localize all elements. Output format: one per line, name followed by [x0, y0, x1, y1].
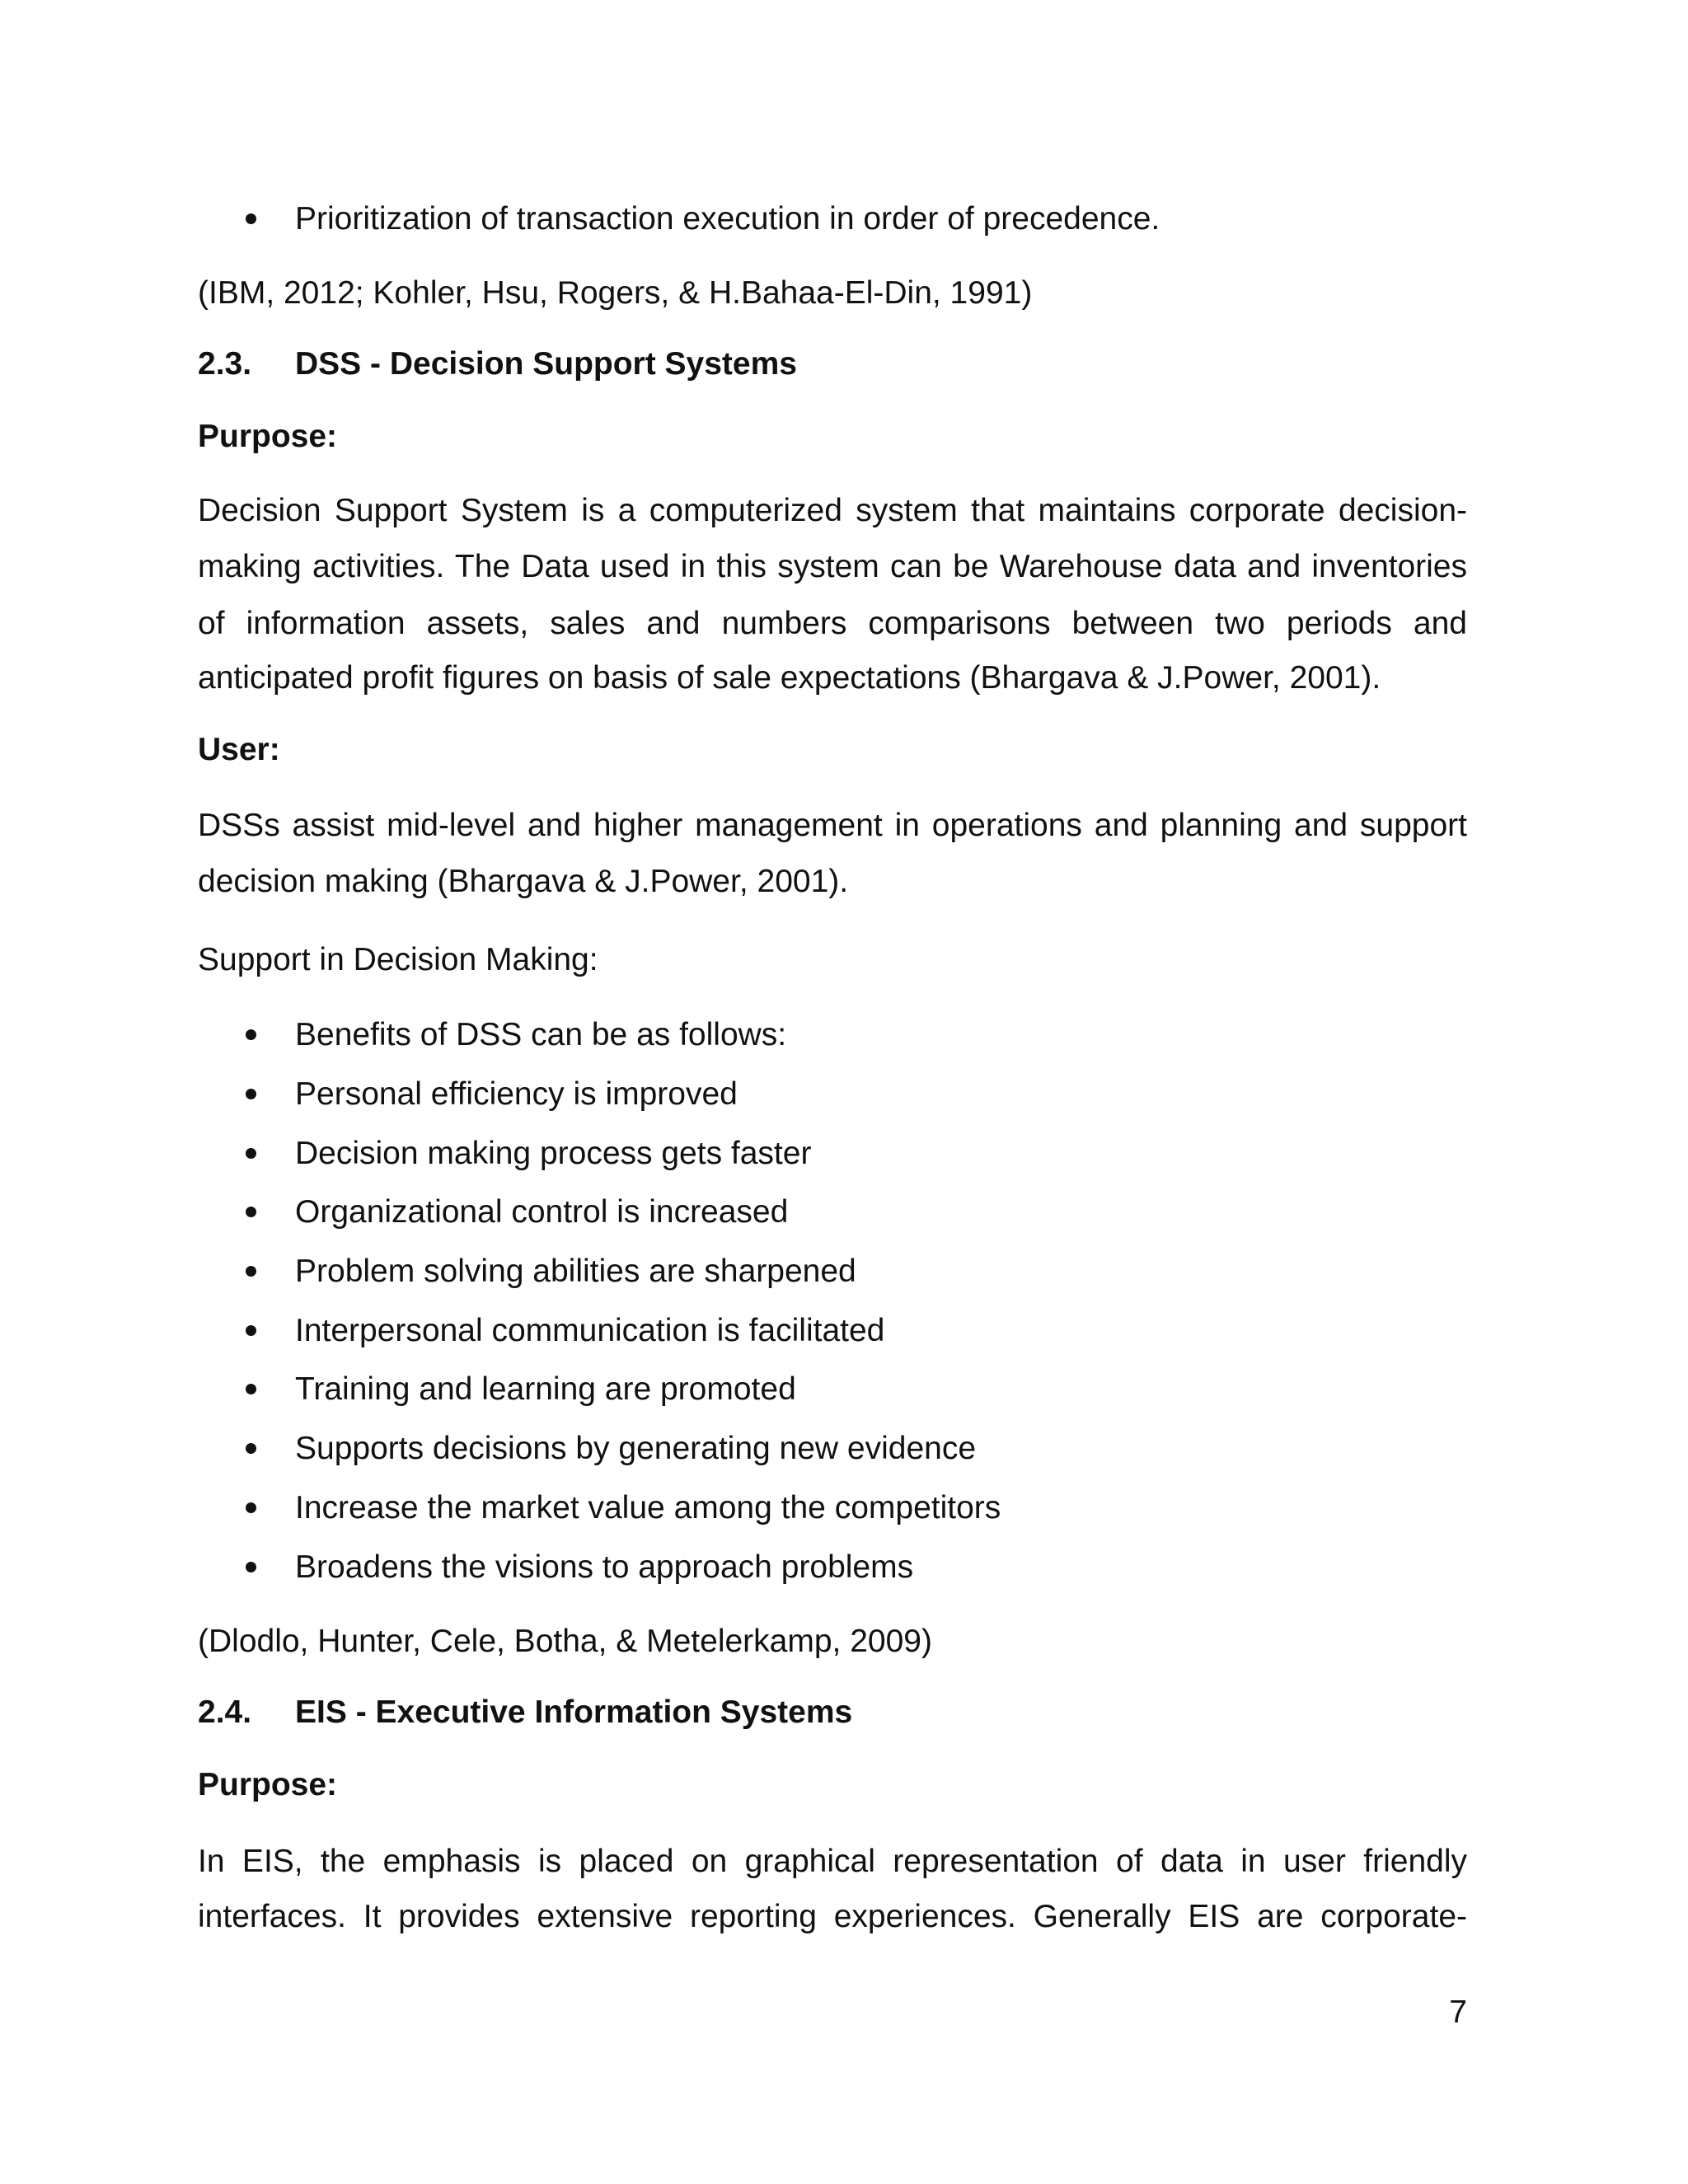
list-item: Decision making process gets faster	[295, 1136, 812, 1171]
paragraph-line: of information assets, sales and numbers comparisons between two periods and	[198, 606, 1467, 641]
bullet-icon	[246, 1089, 256, 1099]
purpose-label: Purpose:	[198, 419, 338, 454]
list-item: Broadens the visions to approach problems	[295, 1549, 914, 1585]
section-title: EIS - Executive Information Systems	[295, 1694, 853, 1730]
list-item: Supports decisions by generating new evidence	[295, 1431, 977, 1466]
bullet-icon	[246, 1325, 256, 1336]
list-item: Training and learning are promoted	[295, 1371, 796, 1407]
section-number: 2.4.	[198, 1694, 252, 1730]
paragraph-line: making activities. The Data used in this system can be Warehouse data and inventories	[198, 549, 1467, 584]
paragraph-line: Decision Support System is a computerized system that maintains corporate decision-	[198, 493, 1467, 528]
bullet-icon	[246, 1384, 256, 1394]
list-item: Personal efficiency is improved	[295, 1076, 738, 1112]
list-item: Interpersonal communication is facilitated	[295, 1313, 885, 1348]
section-number: 2.3.	[198, 346, 252, 382]
bullet-icon	[246, 1502, 256, 1513]
list-item: Benefits of DSS can be as follows:	[295, 1017, 787, 1052]
user-label: User:	[198, 732, 280, 767]
support-label: Support in Decision Making:	[198, 942, 598, 977]
paragraph-line: decision making (Bhargava & J.Power, 2001).	[198, 864, 849, 899]
list-item: Problem solving abilities are sharpened	[295, 1254, 856, 1289]
citation: (IBM, 2012; Kohler, Hsu, Rogers, & H.Bahaa-El-Din, 1991)	[198, 275, 1033, 311]
bullet-icon	[246, 1029, 256, 1040]
purpose-label: Purpose:	[198, 1767, 338, 1802]
bullet-icon	[246, 1562, 256, 1572]
bullet-icon	[246, 1443, 256, 1454]
paragraph-line: anticipated profit figures on basis of sale expectations (Bhargava & J.Power, 2001).	[198, 660, 1381, 696]
bullet-icon	[246, 213, 256, 224]
list-item: Increase the market value among the competitors	[295, 1490, 1001, 1526]
section-title: DSS - Decision Support Systems	[295, 346, 797, 382]
list-item: Prioritization of transaction execution in order of precedence.	[295, 201, 1160, 237]
list-item: Organizational control is increased	[295, 1194, 789, 1230]
paragraph-line: DSSs assist mid-level and higher management in operations and planning and support	[198, 808, 1467, 843]
bullet-icon	[246, 1148, 256, 1159]
citation: (Dlodlo, Hunter, Cele, Botha, & Metelerkamp, 2009)	[198, 1624, 932, 1659]
paragraph-line: interfaces. It provides extensive reporting experiences. Generally EIS are corporate-	[198, 1899, 1467, 1934]
paragraph-line: In EIS, the emphasis is placed on graphical representation of data in user friendly	[198, 1844, 1467, 1879]
page-number: 7	[1449, 1994, 1467, 2030]
bullet-icon	[246, 1266, 256, 1277]
bullet-icon	[246, 1207, 256, 1217]
